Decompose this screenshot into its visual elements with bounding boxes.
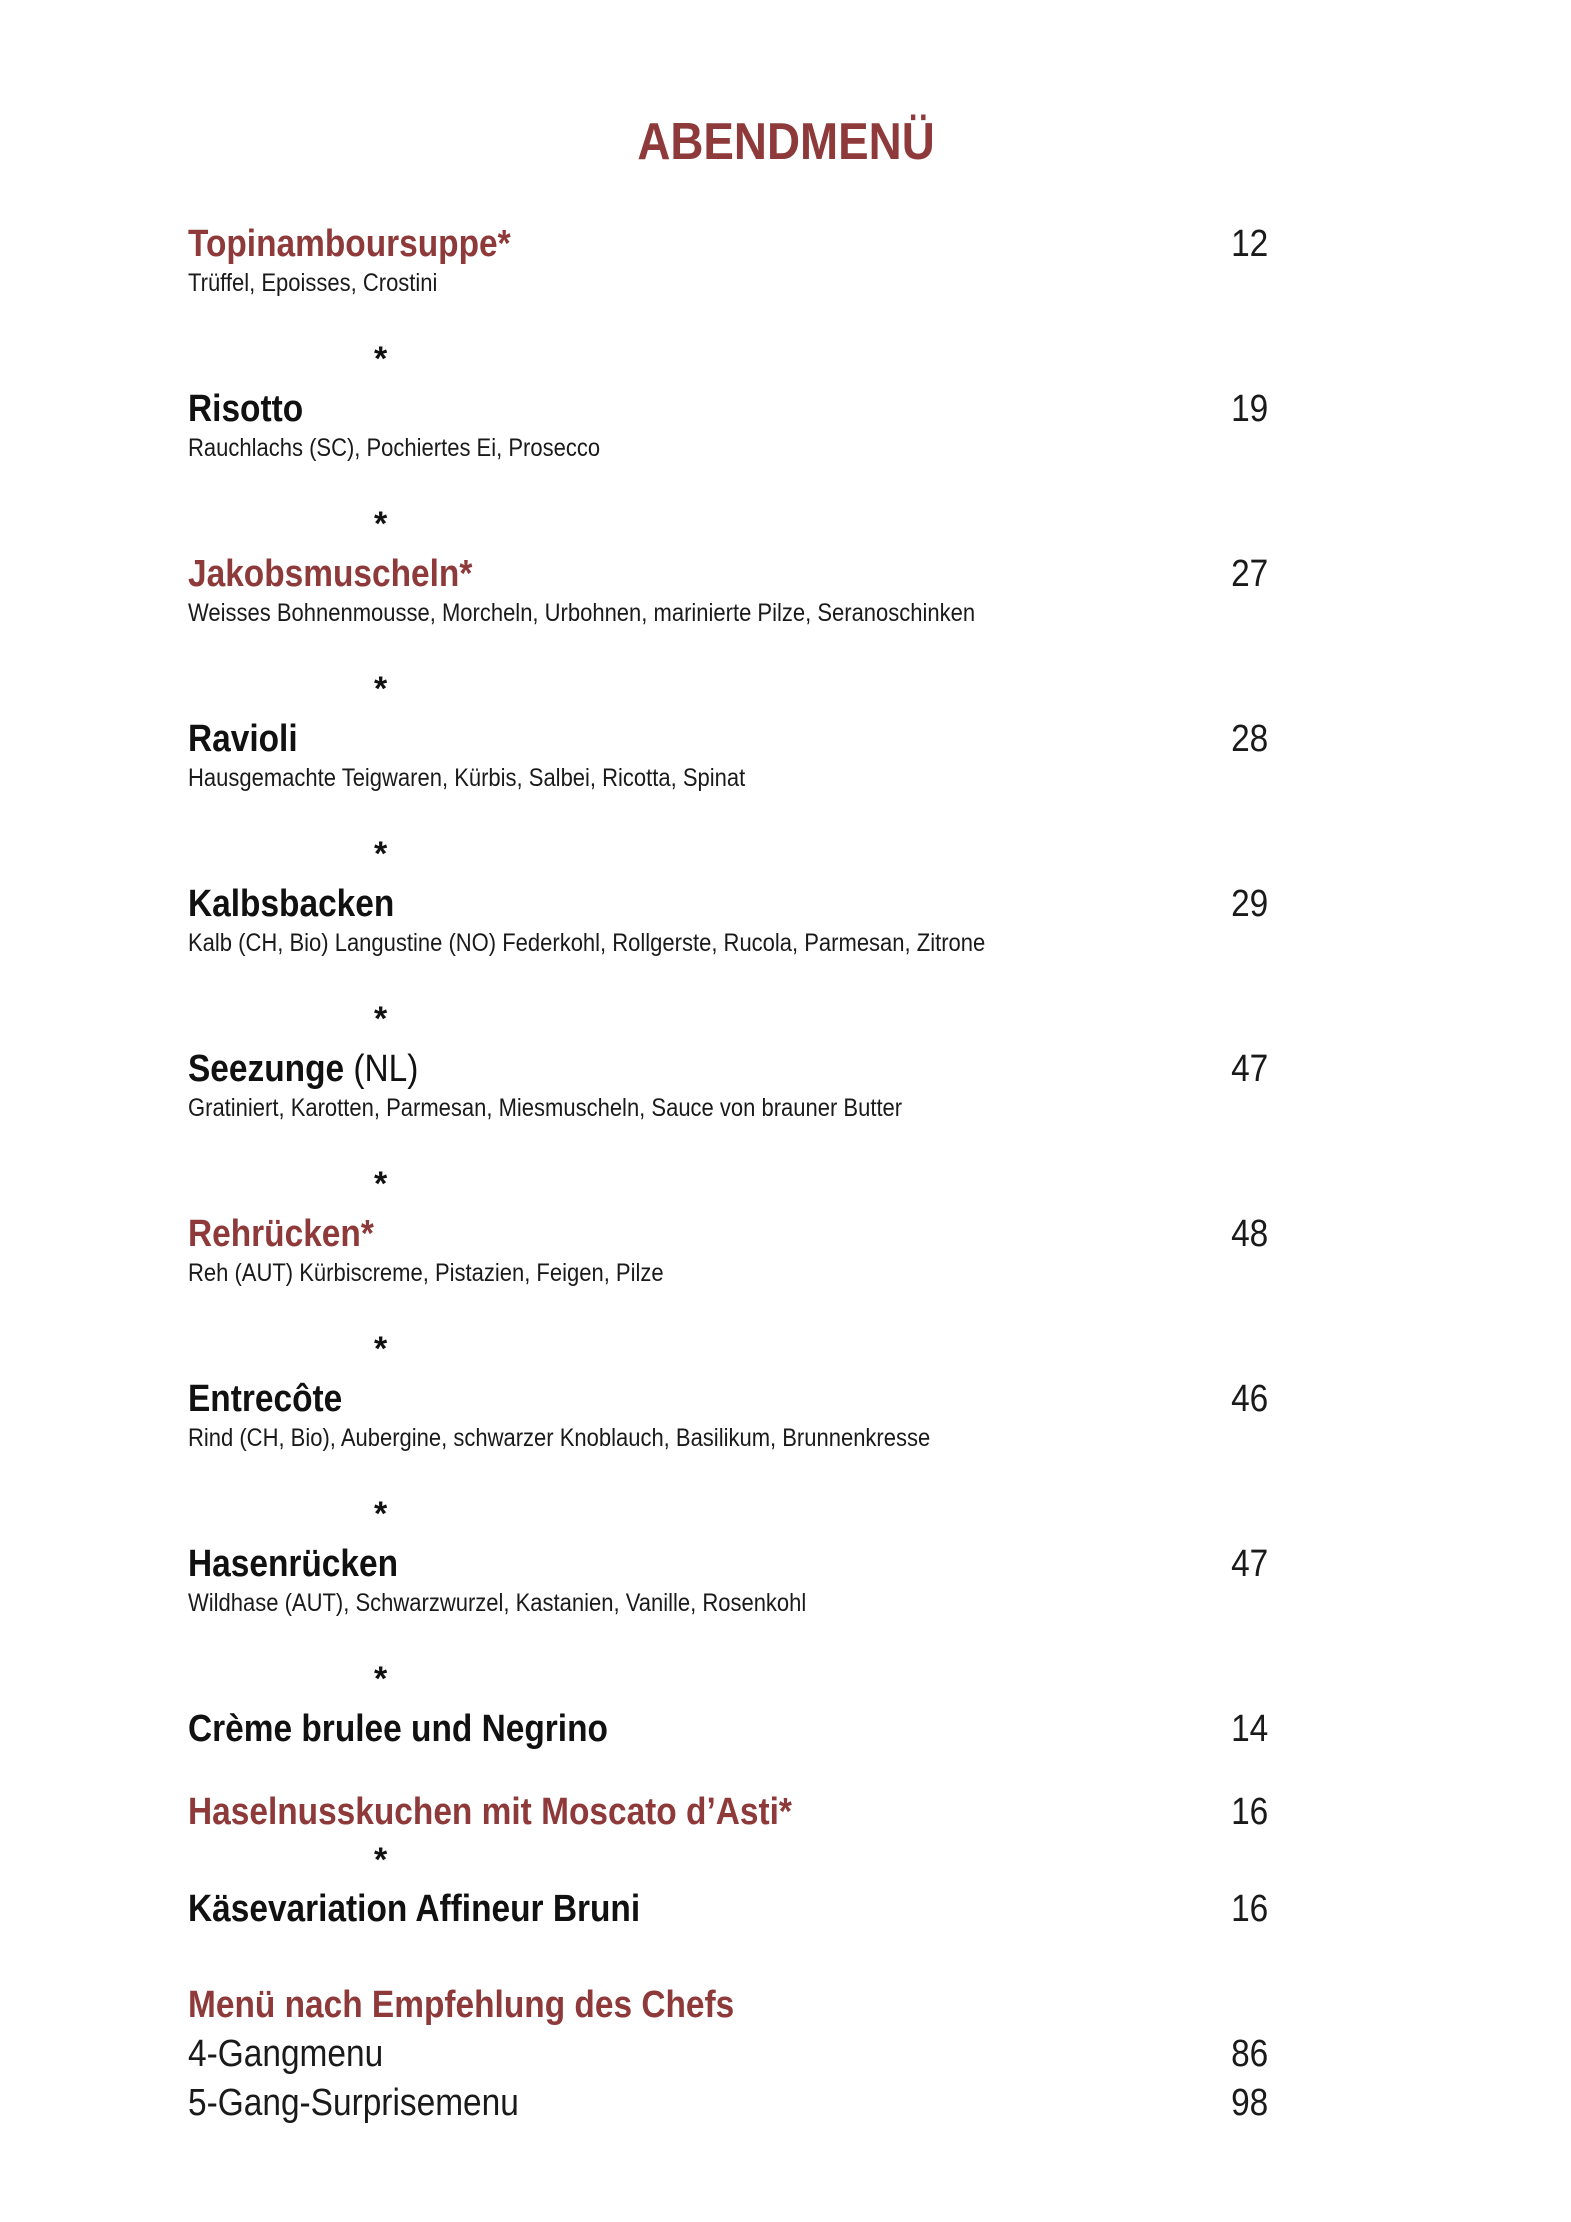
separator-star: * (374, 1330, 388, 1368)
dish-description: Gratiniert, Karotten, Parmesan, Miesmuscheln, Sauce von brauner Butter (188, 1094, 903, 1122)
dish-origin: (NL) (344, 1048, 419, 1090)
chef-menu-option-label: 4-Gangmenu (188, 2033, 384, 2075)
dish-item (188, 1542, 1268, 1622)
page-title: ABENDMENÜ (637, 113, 935, 171)
separator-star: * (374, 340, 388, 378)
chef-menu-option-label: 5-Gang-Surprisemenu (188, 2082, 519, 2124)
dish-name: Topinamboursuppe* (188, 223, 511, 265)
chef-menu-heading: Menü nach Empfehlung des Chefs (188, 1984, 735, 2026)
dish-name: Risotto (188, 388, 304, 430)
dish-description: Kalb (CH, Bio) Langustine (NO) Federkohl, Rollgerste, Rucola, Parmesan, Zitrone (188, 929, 986, 957)
dish-description: Reh (AUT) Kürbiscreme, Pistazien, Feigen, Pilze (188, 1259, 664, 1287)
dish-item (188, 717, 1268, 797)
chef-menu-option-price: 86 (1230, 2033, 1268, 2075)
separator-star: * (374, 1000, 388, 1038)
dish-item (188, 222, 1268, 302)
separator-star: * (374, 505, 388, 543)
dish-name: Kalbsbacken (188, 883, 395, 925)
dessert-price: 16 (1230, 1791, 1268, 1833)
dish-name: Entrecôte (188, 1378, 343, 1420)
dish-name: Ravioli (188, 718, 298, 760)
dessert-item (188, 1707, 1268, 1751)
dish-name: Hasenrücken (188, 1543, 399, 1585)
dish-price: 27 (1230, 553, 1268, 595)
dish-name: Rehrücken* (188, 1213, 374, 1255)
chef-menu-option (188, 2032, 1268, 2076)
dessert-item (188, 1887, 1268, 1931)
dish-item (188, 882, 1268, 962)
dish-description: Wildhase (AUT), Schwarzwurzel, Kastanien, Vanille, Rosenkohl (188, 1589, 807, 1617)
dish-item (188, 1377, 1268, 1457)
chef-menu-option (188, 2081, 1268, 2125)
dessert-price: 14 (1230, 1708, 1268, 1750)
dish-item (188, 1212, 1268, 1292)
chef-menu-option-price: 98 (1230, 2082, 1268, 2124)
dish-price: 47 (1230, 1543, 1268, 1585)
dish-description: Rind (CH, Bio), Aubergine, schwarzer Knoblauch, Basilikum, Brunnenkresse (188, 1424, 931, 1452)
dessert-name: Haselnusskuchen mit Moscato d’Asti* (188, 1791, 792, 1833)
separator-star: * (374, 1495, 388, 1533)
separator-star: * (374, 835, 388, 873)
separator-star: * (374, 1165, 388, 1203)
dish-item (188, 552, 1268, 632)
dish-price: 46 (1230, 1378, 1268, 1420)
separator-star: * (374, 670, 388, 708)
separator-star: * (374, 1841, 388, 1879)
dish-item (188, 1047, 1268, 1127)
dish-description: Trüffel, Epoisses, Crostini (188, 269, 438, 297)
separator-star: * (374, 1660, 388, 1698)
dish-price: 47 (1230, 1048, 1268, 1090)
dish-price: 48 (1230, 1213, 1268, 1255)
dish-price: 12 (1230, 223, 1268, 265)
dish-price: 19 (1230, 388, 1268, 430)
dessert-price: 16 (1230, 1888, 1268, 1930)
dish-description: Hausgemachte Teigwaren, Kürbis, Salbei, Ricotta, Spinat (188, 764, 746, 792)
dish-price: 29 (1230, 883, 1268, 925)
dessert-item (188, 1790, 1268, 1834)
dish-price: 28 (1230, 718, 1268, 760)
dish-name: Jakobsmuscheln* (188, 553, 473, 595)
dessert-name: Käsevariation Affineur Bruni (188, 1888, 641, 1930)
dish-name: Seezunge (NL) (188, 1048, 419, 1090)
dish-item (188, 387, 1268, 467)
dish-description: Weisses Bohnenmousse, Morcheln, Urbohnen, marinierte Pilze, Seranoschinken (188, 599, 976, 627)
dessert-name: Crème brulee und Negrino (188, 1708, 608, 1750)
dish-description: Rauchlachs (SC), Pochiertes Ei, Prosecco (188, 434, 601, 462)
